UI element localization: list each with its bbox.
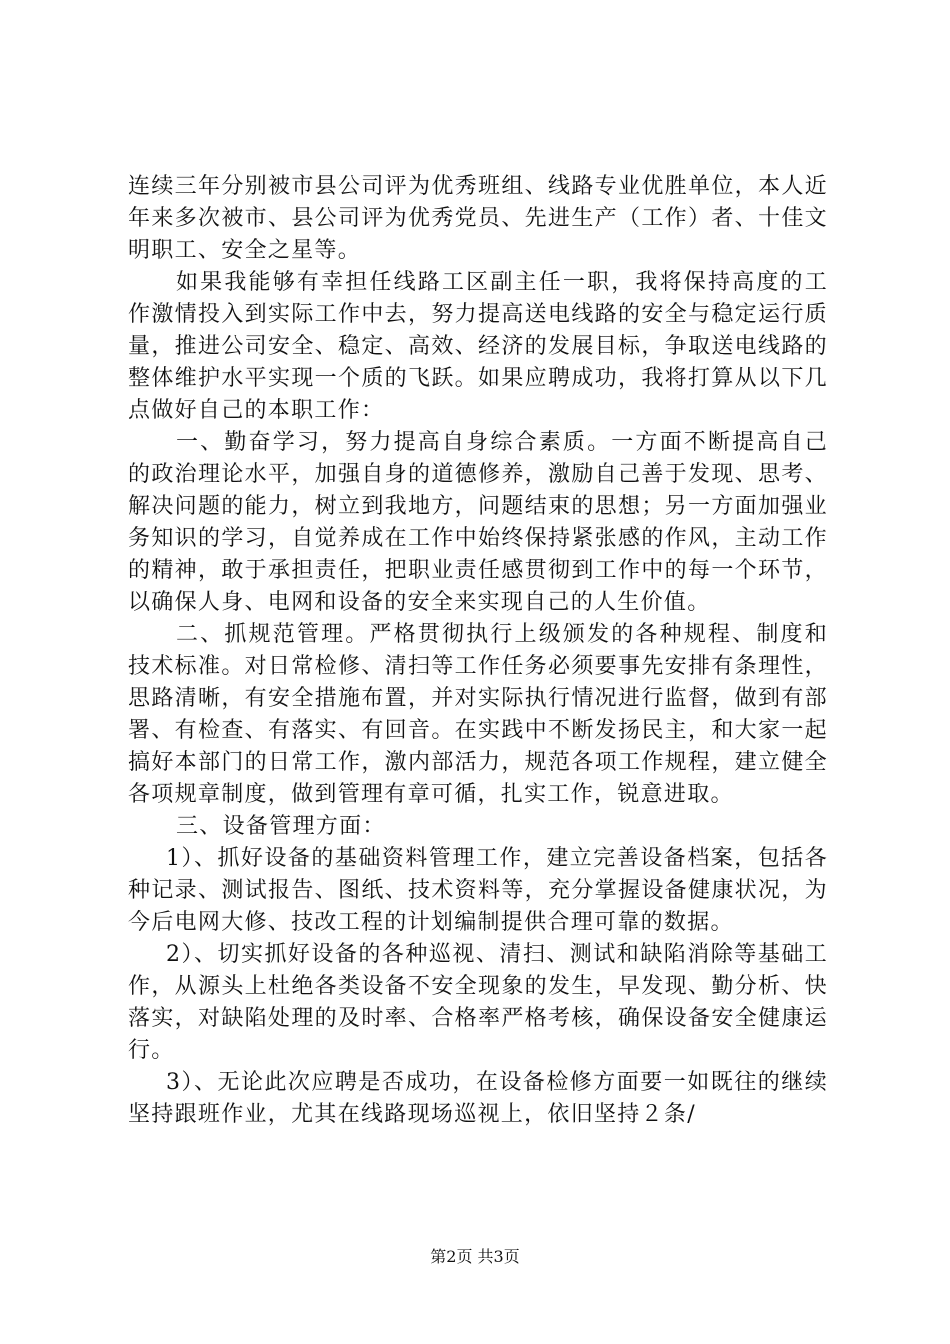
paragraph-equipment-item-2: 2）、切实抓好设备的各种巡视、清扫、测试和缺陷消除等基础工作，从源头上杜绝各类设备不安全现象的发生，早发现、勤分析、快落实，对缺陷处理的及时率、合格率严格考核，确保设备安全健康运行。 xyxy=(128,942,828,1063)
paragraph-equipment-item-1: 1）、抓好设备的基础资料管理工作，建立完善设备档案，包括各种记录、测试报告、图纸、技术资料等，充分掌握设备健康状况，为今后电网大修、技改工程的计划编制提供合理可靠的数据。 xyxy=(128,846,828,935)
document-body xyxy=(128,171,828,1131)
paragraph-study: 一、勤奋学习，努力提高自身综合素质。一方面不断提高自己的政治理论水平，加强自身的道德修养，激励自己善于发现、思考、解决问题的能力，树立到我地方，问题结束的思想；另一方面加强业务知识的学习，自觉养成在工作中始终保持紧张感的作风，主动工作的精神，敢于承担责任，把职业责任感贯彻到工作中的每一个环节，以确保人身、电网和设备的安全来实现自己的人生价值。 xyxy=(128,430,828,615)
paragraph-equipment-heading: 三、设备管理方面： xyxy=(176,814,386,839)
paragraph-management: 二、抓规范管理。严格贯彻执行上级颁发的各种规程、制度和技术标准。对日常检修、清扫等工作任务必须要事先安排有条理性，思路清晰，有安全措施布置，并对实际执行情况进行监督，做到有部署、有检查、有落实、有回音。在实践中不断发扬民主，和大家一起搞好本部门的日常工作，激内部活力，规范各项工作规程，建立健全各项规章制度，做到管理有章可循，扎实工作，锐意进取。 xyxy=(128,622,828,807)
paragraph-awards: 连续三年分别被市县公司评为优秀班组、线路专业优胜单位，本人近年来多次被市、县公司评为优秀党员、先进生产（工作）者、十佳文明职工、安全之星等。 xyxy=(128,174,828,263)
paragraph-equipment-item-3: 3）、无论此次应聘是否成功，在设备检修方面要一如既往的继续坚持跟班作业，尤其在线路现场巡视上，依旧坚持２条/ xyxy=(128,1070,828,1127)
paragraph-intro: 如果我能够有幸担任线路工区副主任一职，我将保持高度的工作激情投入到实际工作中去，努力提高送电线路的安全与稳定运行质量，推进公司安全、稳定、高效、经济的发展目标，争取送电线路的整体维护水平实现一个质的飞跃。如果应聘成功，我将打算从以下几点做好自己的本职工作： xyxy=(128,270,828,423)
page-footer: 第2页 共3页 xyxy=(430,1247,520,1266)
